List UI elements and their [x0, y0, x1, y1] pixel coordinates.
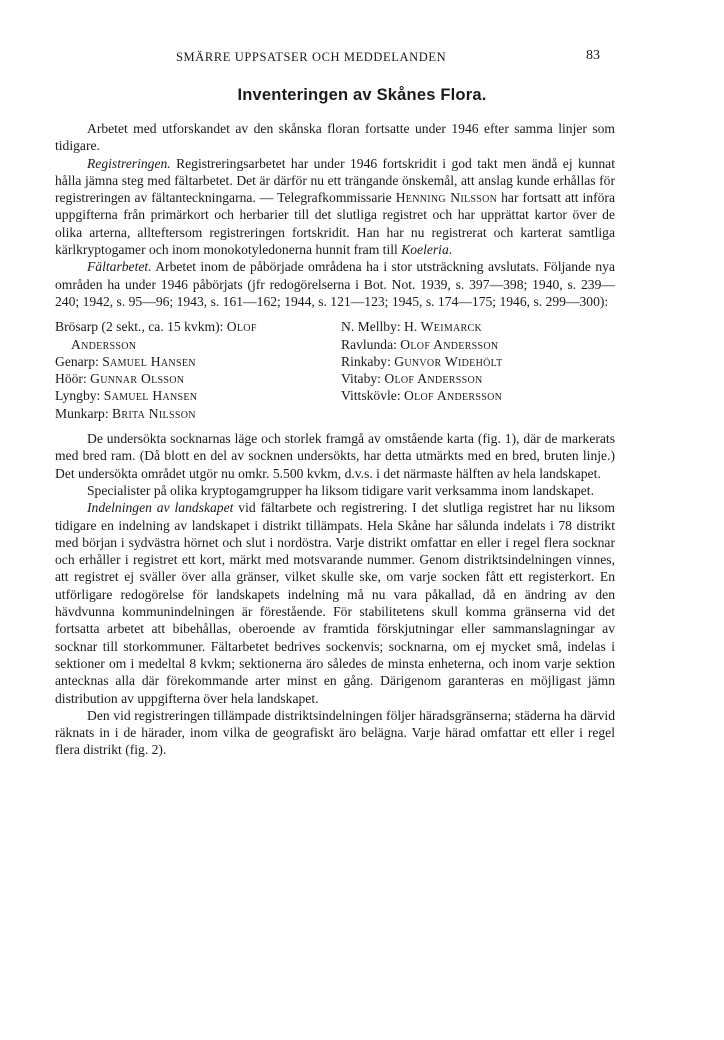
paragraph-text: Arbetet inom de påbörjade områdena ha i stor utsträckning avslutats. Följande nya områden ha under 1946 påbörjats (jfr redogörelserna i Bot. Not. 1939, s. 397—398; 1940, s. 239—240; 1942, s. 95—96; 1943, s. 161—162; 1944, s. 121—123; 1945, s. 174—175; 1946, s. 299—300): [55, 259, 615, 309]
section-lead-registreringen: Registreringen. [87, 155, 171, 171]
area-place: N. Mellby: H. [341, 319, 421, 335]
list-item [55, 353, 341, 370]
list-item [341, 318, 611, 335]
area-place: Vittskövle: [341, 388, 404, 404]
area-place: Brösarp (2 sekt., ca. 15 kvkm): [55, 319, 227, 335]
punctuation: . [448, 242, 453, 258]
area-person: Samuel Hansen [103, 388, 198, 404]
area-person: Olof Andersson [384, 371, 483, 387]
section-lead-indelningen: Indelningen av landskapet [87, 500, 234, 516]
area-place: Ravlunda: [341, 336, 401, 352]
area-place: Munkarp: [55, 405, 113, 421]
paragraph-distriktsindelning: Den vid registreringen tillämpade distriktsindelningen följer häradsgränserna; städerna ha därvid räknats in i de härader, inom vilka de geografiskt äro belägna. Varje härad omfattar ett eller i regel flera distrikt (fig. 2). [55, 707, 615, 758]
list-item [341, 370, 611, 387]
area-place: Höör: [55, 371, 91, 387]
area-person: Samuel Hansen [102, 353, 196, 369]
paragraph-text: vid fältarbete och registrering. I det slutliga registret har nu liksom tidigare en indelning av landskapet i distrikt tillämpats. Hela Skåne har sålunda indelats i 78 distrikt med början i sydvästra hörnet och slut i nordöstra. Varje distrikt omfattar en eller i regel flera socknar och erhåller i registret ett kort, märkt med motsvarande nummer. Genom distriktsindelningen vinnes, att registret ej sväller över alla gränser, vilket skulle ske, om varje socken fått ett registerkort. En utförligare redogörelse för landskapets indelning må nu vara påkallad, då en ändring av den hävdvunna kommunindelningen är förestående. För stabilitetens skull komma gränserna vid det fortsatta arbetet att bibehållas, oberoende av framtida förskjutningar eller sammanslagningar av socknar till storkommuner. Fältarbetet bedrives sockenvis; socknarna, om ej mycket små, indelas i sektioner om i medeltal 8 kvkm; sektionerna äro således de minsta enheterna, och inom varje sektion antecknas alla där förekommande arter minst en gång. Därigenom garanteras en möjligast jämn distribution av uppgifterna över hela landskapet. [55, 500, 616, 706]
area-place: Genarp: [55, 353, 103, 369]
running-title: SMÄRRE UPPSATSER OCH MEDDELANDEN [176, 50, 447, 64]
page-number: 83 [586, 48, 600, 63]
list-item [341, 336, 611, 353]
area-person: Weimarck [420, 319, 483, 335]
list-item [55, 336, 341, 353]
section-lead-faltarbetet: Fältarbetet. [87, 259, 152, 275]
area-place: Rinkaby: [341, 353, 395, 369]
area-person: Olof [226, 319, 257, 335]
person-name: Henning Nilsson [395, 190, 498, 206]
area-person: Olof Andersson [400, 336, 499, 352]
article-body [55, 120, 615, 759]
paragraph-faltarbetet [55, 258, 615, 310]
list-item [341, 353, 611, 370]
paragraph-specialister: Specialister på olika kryptogamgrupper ha liksom tidigare varit verksamma inom landskapet. [87, 482, 594, 498]
list-item [55, 387, 341, 404]
area-person: Gunvor Widehölt [394, 353, 503, 369]
list-item [341, 387, 611, 404]
article-title: Inventeringen av Skånes Flora. [237, 86, 487, 104]
areas-list [55, 318, 615, 422]
list-item [55, 405, 341, 422]
paragraph-intro: Arbetet med utforskandet av den skånska floran fortsatte under 1946 efter samma linjer som tidigare. [55, 121, 615, 154]
paragraph-registreringen [55, 155, 615, 259]
area-person: Olof Andersson [404, 388, 503, 404]
area-person: Gunnar Olsson [90, 371, 185, 387]
list-item [55, 370, 341, 387]
areas-column-left [55, 318, 341, 422]
area-place: Lyngby: [55, 388, 104, 404]
list-item [55, 318, 341, 335]
area-person: Andersson [71, 336, 137, 352]
paragraph-text: har fortsatt att införa uppgifterna från primärkort och herbarier till det slutliga registret och har upprättat kartor över de olika arterna, allteftersom registreringen fortskridit. Han har nu registrerat och karterat samtliga kärlkryptogamer och inom monokotyledonerna hunnit fram till [55, 190, 615, 258]
paragraph-karta: De undersökta socknarnas läge och storlek framgå av omstående karta (fig. 1), där de markerats med bred ram. (Då blott en del av socknen undersökts, har detta utmärkts med en bred, bruten linje.) Det undersökta området utgör nu omkr. 5.500 kvkm, d.v.s. i det närmaste hälften av hela landskapet. [55, 431, 615, 481]
area-place: Vitaby: [341, 371, 385, 387]
area-person: Brita Nilsson [112, 405, 196, 421]
areas-column-right [341, 318, 611, 422]
paragraph-indelningen [55, 499, 615, 707]
paragraph-text: Registreringsarbetet har under 1946 fortskridit i god takt men ändå ej kunnat hålla jämna steg med fältarbetet. Det är därför nu ett trängande önskemål, att anslag kunde erhållas för registreringen av fältanteckningarna. — Telegrafkommissarie [55, 155, 615, 206]
running-head [0, 50, 724, 68]
genus-name: Koeleria [401, 242, 449, 258]
